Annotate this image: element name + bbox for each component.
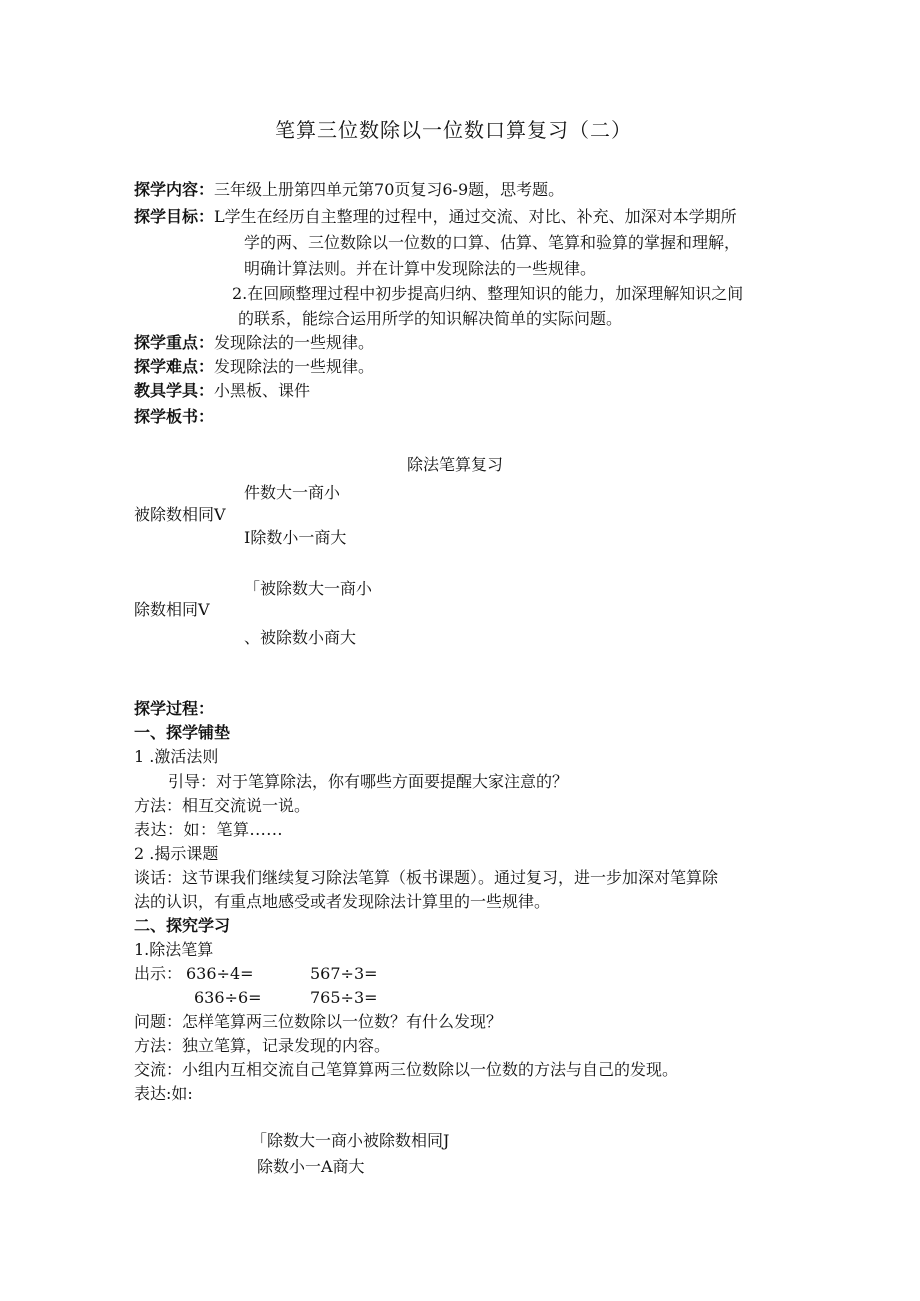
- goal-label: 探学目标：: [134, 207, 215, 226]
- content-label: 探学内容：: [134, 180, 215, 199]
- guide-text: 引导：对于笔算除法，你有哪些方面要提醒大家注意的？: [168, 772, 569, 791]
- talk-a: 谈话：这节课我们继续复习除法笔算（板书课题）。通过复习，进一步加深对笔算除: [134, 868, 719, 887]
- question: 问题：怎样笔算两三位数除以一位数？有什么发现？: [134, 1012, 503, 1031]
- section-2-heading: 二、探究学习: [134, 916, 231, 935]
- board-g1-bottom: I除数小一商大: [244, 528, 347, 547]
- board-g2-top: 「被除数大一商小: [244, 579, 373, 598]
- board-g2-bottom: 、被除数小商大: [244, 628, 357, 647]
- board-g1-top: 件数大一商小: [244, 483, 341, 502]
- show-label: 出示：: [134, 964, 183, 983]
- method-1: 方法：相互交流说一说。: [134, 796, 311, 815]
- rule-1: 「除数大一商小被除数相同J: [251, 1131, 450, 1150]
- content-text: 三年级上册第四单元第70页复习6-9题，思考题。: [214, 180, 565, 199]
- board-label: 探学板书：: [134, 407, 215, 426]
- section-1-heading: 一、探学铺垫: [134, 723, 231, 742]
- step-1-2: 2 .揭示课题: [134, 844, 219, 863]
- key-text: 发现除法的一些规律。: [214, 333, 375, 352]
- goal-1a: L学生在经历自主整理的过程中，通过交流、对比、补充、加深对本学期所: [214, 207, 737, 226]
- key-label: 探学重点：: [134, 333, 215, 352]
- expr-3: 636÷6=: [194, 988, 262, 1007]
- expr-1: 636÷4=: [186, 964, 254, 983]
- page-title: 笔算三位数除以一位数口算复习（二）: [275, 118, 632, 142]
- tools-label: 教具学具：: [134, 381, 215, 400]
- express-1: 表达：如：笔算......: [134, 820, 284, 839]
- step-2-1: 1.除法笔算: [134, 940, 214, 959]
- talk-b: 法的认识，有重点地感受或者发现除法计算里的一些规律。: [134, 892, 551, 911]
- tools-text: 小黑板、课件: [214, 381, 311, 400]
- difficulty-label: 探学难点：: [134, 357, 215, 376]
- tools-row: [134, 379, 310, 403]
- difficulty-row: [134, 355, 374, 379]
- board-heading: 除法笔算复习: [407, 455, 504, 474]
- method-2: 方法：独立笔算，记录发现的内容。: [134, 1036, 391, 1055]
- difficulty-text: 发现除法的一些规律。: [214, 357, 375, 376]
- exchange: 交流：小组内互相交流自己笔算算两三位数除以一位数的方法与自己的发现。: [134, 1060, 679, 1079]
- content-row: [134, 178, 564, 202]
- goal-2b: 的联系，能综合运用所学的知识解决简单的实际问题。: [238, 309, 623, 328]
- goal-1c: 明确计算法则。并在计算中发现除法的一些规律。: [244, 259, 597, 278]
- goal-1b: 学的两、三位数除以一位数的口算、估算、笔算和验算的掌握和理解，: [244, 233, 741, 252]
- express-2: 表达:如:: [134, 1084, 193, 1103]
- board-g1-left: 被除数相同V: [134, 505, 226, 524]
- expr-4: 765÷3=: [310, 988, 378, 1007]
- key-row: [134, 331, 374, 355]
- rule-2: 除数小一A商大: [257, 1157, 365, 1176]
- goal-2a: 2.在回顾整理过程中初步提高归纳、整理知识的能力，加深理解知识之间: [232, 284, 744, 303]
- step-1-1: 1 .激活法则: [134, 747, 219, 766]
- process-label: 探学过程：: [134, 699, 215, 718]
- board-g2-left: 除数相同V: [134, 600, 210, 619]
- expr-2: 567÷3=: [310, 964, 378, 983]
- goal-row: [134, 205, 737, 229]
